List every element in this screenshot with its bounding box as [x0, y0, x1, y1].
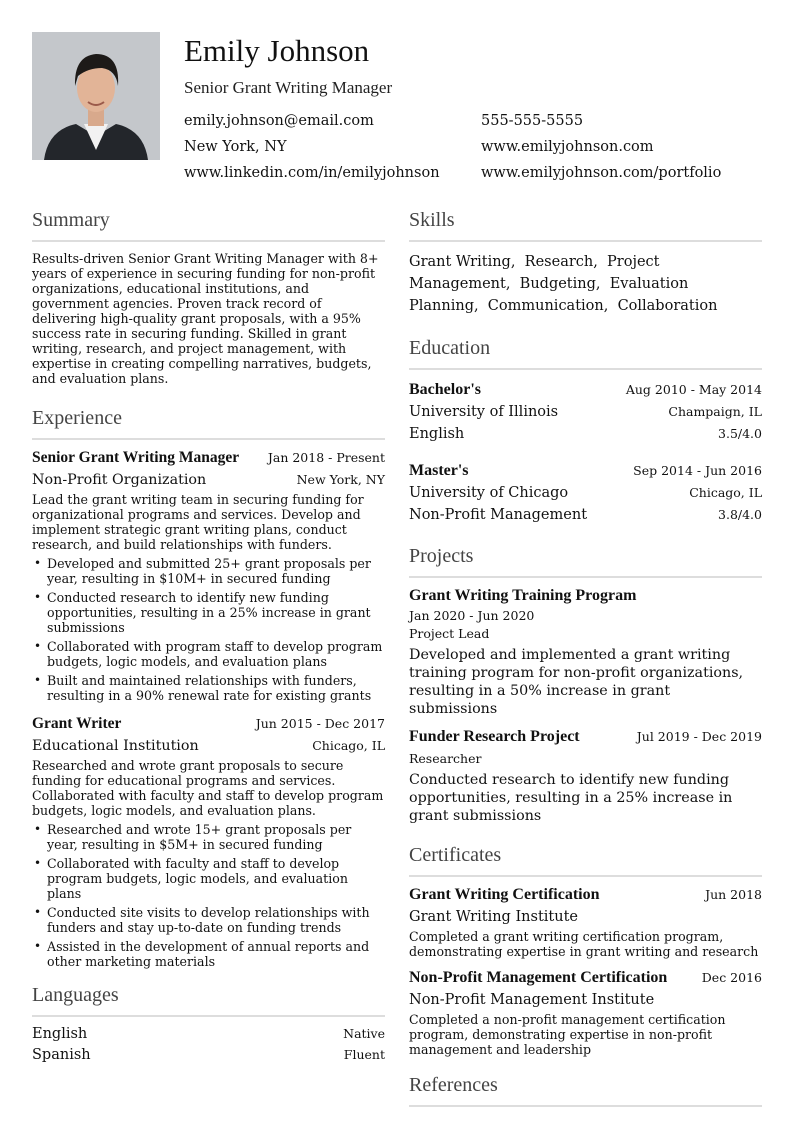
- language-name: English: [32, 1026, 88, 1042]
- experience-section: [32, 404, 385, 969]
- language-level: Fluent: [343, 1047, 385, 1062]
- bullet-item: • Built and maintained relationships with funders, resulting in a 90% renewal rate for existing grants: [32, 673, 385, 703]
- school-name: University of Illinois: [409, 404, 559, 420]
- degree-name: Bachelor's: [409, 381, 481, 398]
- job-entry: [32, 449, 385, 703]
- website-link[interactable]: www.emilyjohnson.com: [481, 139, 654, 155]
- school-name: University of Chicago: [409, 485, 569, 501]
- portrait-image: [32, 32, 160, 160]
- phone-number[interactable]: 555-555-5555: [481, 113, 584, 129]
- certificates-section: [409, 841, 762, 1057]
- job-location: Chicago, IL: [312, 738, 385, 753]
- project-description: Developed and implemented a grant writing training program for non-profit organizations, resulting in a 50% increase in grant submissions: [409, 647, 744, 717]
- linkedin-link[interactable]: www.linkedin.com/in/emilyjohnson: [184, 165, 440, 181]
- certificate-entry: [409, 886, 762, 959]
- profile-photo: [32, 32, 160, 160]
- section-heading: Projects: [409, 542, 762, 578]
- education-section: [409, 334, 762, 526]
- project-role: Project Lead: [409, 626, 490, 641]
- job-description: Lead the grant writing team in securing funding for organizational programs and services. Develop and implement strategic grant writing plans, conduct research, and build relationships with funders.: [32, 492, 364, 552]
- certificate-institute: Grant Writing Institute: [409, 909, 578, 925]
- bullet-item: • Collaborated with program staff to develop program budgets, logic models, and evaluation plans: [32, 639, 385, 669]
- skills-section: [409, 206, 762, 317]
- project-entry: [409, 728, 762, 825]
- project-title: Grant Writing Training Program: [409, 587, 637, 604]
- field-of-study: English: [409, 426, 465, 442]
- job-entry: [32, 715, 385, 969]
- certificate-date: Dec 2016: [701, 970, 762, 985]
- field-of-study: Non-Profit Management: [409, 507, 588, 523]
- job-title: Grant Writer: [32, 715, 122, 732]
- project-date: Jul 2019 - Dec 2019: [636, 729, 762, 744]
- section-heading: Education: [409, 334, 762, 370]
- certificate-title: Non-Profit Management Certification: [409, 969, 668, 986]
- left-column: [32, 206, 385, 1068]
- certificate-title: Grant Writing Certification: [409, 886, 600, 903]
- bullet-item: • Assisted in the development of annual reports and other marketing materials: [32, 939, 385, 969]
- school-location: Chicago, IL: [689, 485, 762, 500]
- candidate-title: Senior Grant Writing Manager: [184, 78, 393, 97]
- education-date: Aug 2010 - May 2014: [625, 382, 762, 397]
- contact-info: [184, 111, 774, 184]
- location: New York, NY: [184, 139, 287, 155]
- bullet-item: • Developed and submitted 25+ grant proposals per year, resulting in $10M+ in secured funding: [32, 556, 385, 586]
- education-entry: [409, 379, 762, 445]
- job-bullets: [32, 556, 385, 703]
- section-heading: Certificates: [409, 841, 762, 877]
- section-heading: Summary: [32, 206, 385, 242]
- degree-name: Master's: [409, 462, 469, 479]
- school-location: Champaign, IL: [668, 404, 762, 419]
- email-link[interactable]: emily.johnson@email.com: [184, 113, 374, 129]
- job-description: Researched and wrote grant proposals to secure funding for educational programs and services. Collaborated with faculty and staff to develop program budgets, logic models, and evaluation plans.: [32, 758, 384, 818]
- certificate-description: Completed a non-profit management certification program, demonstrating expertise in non-profit management and leadership: [409, 1012, 726, 1057]
- job-organization: Non-Profit Organization: [32, 472, 207, 488]
- project-title: Funder Research Project: [409, 728, 580, 745]
- job-bullets: [32, 822, 385, 969]
- section-heading: Skills: [409, 206, 762, 242]
- bullet-item: • Researched and wrote 15+ grant proposals per year, resulting in $5M+ in secured funding: [32, 822, 385, 852]
- skills-list: Grant Writing, Research, Project Management, Budgeting, Evaluation Planning, Communication, Collaboration: [409, 254, 718, 314]
- certificate-date: Jun 2018: [705, 887, 762, 902]
- language-name: Spanish: [32, 1047, 91, 1063]
- portfolio-link[interactable]: www.emilyjohnson.com/portfolio: [481, 165, 722, 181]
- summary-section: [32, 206, 385, 386]
- bullet-item: • Conducted research to identify new funding opportunities, resulting in a 25% increase in grant submissions: [32, 590, 385, 635]
- job-location: New York, NY: [296, 472, 385, 487]
- languages-section: [32, 981, 385, 1063]
- bullet-item: • Conducted site visits to develop relationships with funders and stay up-to-date on funding trends: [32, 905, 385, 935]
- candidate-name: Emily Johnson: [184, 33, 370, 68]
- projects-section: [409, 542, 762, 825]
- language-level: Native: [343, 1026, 385, 1041]
- language-row: [32, 1026, 385, 1042]
- right-column: [409, 206, 762, 1116]
- certificate-institute: Non-Profit Management Institute: [409, 992, 655, 1008]
- summary-text: Results-driven Senior Grant Writing Manager with 8+ years of experience in securing funding for non-profit organizations, educational institutions, and government agencies. Proven track record of delivering high-quality grant proposals, with a 95% success rate in securing funding. Skilled in grant writing, research, and project management, with expertise in creating compelling narratives, budgets, and evaluation plans.: [32, 251, 379, 386]
- section-heading: Experience: [32, 404, 385, 440]
- certificate-description: Completed a grant writing certification program, demonstrating expertise in grant writing and research: [409, 929, 759, 959]
- job-organization: Educational Institution: [32, 738, 199, 754]
- references-section: [409, 1071, 762, 1107]
- gpa: 3.8/4.0: [718, 507, 762, 522]
- certificate-entry: [409, 969, 762, 1057]
- education-date: Sep 2014 - Jun 2016: [633, 463, 762, 478]
- bullet-item: • Collaborated with faculty and staff to develop program budgets, logic models, and evaluation plans: [32, 856, 385, 901]
- project-date: Jan 2020 - Jun 2020: [409, 608, 535, 623]
- project-description: Conducted research to identify new funding opportunities, resulting in a 25% increase in grant submissions: [409, 772, 733, 824]
- job-date: Jun 2015 - Dec 2017: [255, 716, 385, 731]
- project-role: Researcher: [409, 751, 482, 766]
- project-entry: [409, 587, 762, 718]
- gpa: 3.5/4.0: [718, 426, 762, 441]
- job-date: Jan 2018 - Present: [267, 450, 385, 465]
- resume-header: [184, 32, 774, 184]
- job-title: Senior Grant Writing Manager: [32, 449, 240, 466]
- education-entry: [409, 460, 762, 526]
- section-heading: References: [409, 1071, 762, 1107]
- section-heading: Languages: [32, 981, 385, 1017]
- language-row: [32, 1047, 385, 1063]
